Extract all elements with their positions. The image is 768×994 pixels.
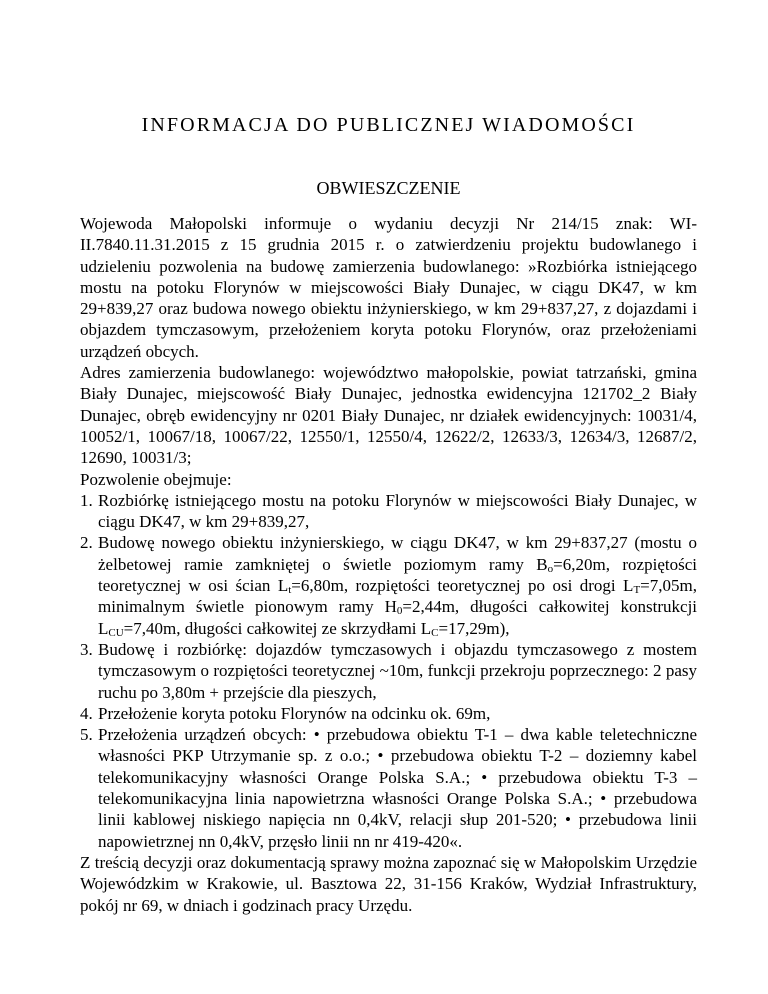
list-item <box>80 639 697 703</box>
closing-paragraph: Z treścią decyzji oraz dokumentacją sprawy można zapoznać się w Małopolskim Urzędzie Wojewódzkim w Krakowie, ul. Basztowa 22, 31-156 Kraków, Wydział Infrastruktury, pokój nr 69, w dniach i godzinach pracy Urzędu. <box>80 852 697 915</box>
list-item-text: Przełożenie koryta potoku Florynów na odcinku ok. 69m, <box>98 703 491 723</box>
list-item-text: Budowę i rozbiórkę: dojazdów tymczasowych i objazdu tymczasowego z mostem tymczasowym o rozpiętości teoretycznej ~10m, funkcji przekroju poprzecznego: 2 pasy ruchu po 3,80m + przejście dla pieszych, <box>98 639 697 702</box>
document-body <box>80 213 697 916</box>
address-paragraph: Adres zamierzenia budowlanego: województwo małopolskie, powiat tatrzański, gmina Biały Dunajec, miejscowość Biały Dunajec, jednostka ewidencyjna 121702_2 Biały Dunajec, obręb ewidencyjny nr 0201 Biały Dunajec, nr działek ewidencyjnych: 10031/4, 10052/1, 10067/18, 10067/22, 12550/1, 12550/4, 12622/2, 12633/3, 12634/3, 12687/2, 12690, 10031/3; <box>80 363 697 468</box>
list-item <box>80 490 697 533</box>
intro-paragraph: Wojewoda Małopolski informuje o wydaniu decyzji Nr 214/15 znak: WI-II.7840.11.31.2015 z 15 grudnia 2015 r. o zatwierdzeniu projektu budowlanego i udzieleniu pozwolenia na budowę zamierzenia budowlanego: »Rozbiórka istniejącego mostu na potoku Florynów w miejscowości Biały Dunajec, w ciągu DK47, w km 29+839,27 oraz budowa nowego obiektu inżynierskiego, w km 29+837,27, z dojazdami i objazdem tymczasowym, przełożeniem koryta potoku Florynów, oraz przełożeniami urządzeń obcych. <box>80 214 697 361</box>
list-item-number: 1. <box>80 490 93 510</box>
list-item <box>80 532 697 638</box>
document-page <box>80 0 697 916</box>
list-item <box>80 703 697 724</box>
page-header: INFORMACJA DO PUBLICZNEJ WIADOMOŚCI <box>141 114 636 136</box>
permit-heading: Pozwolenie obejmuje: <box>80 469 232 489</box>
list-item-number: 2. <box>80 533 93 553</box>
permit-list <box>80 490 697 852</box>
list-item-number: 5. <box>80 725 93 745</box>
list-item-text: Rozbiórkę istniejącego mostu na potoku Florynów w miejscowości Biały Dunajec, w ciągu DK47, w km 29+839,27, <box>98 490 697 532</box>
list-item-number: 4. <box>80 703 93 723</box>
list-item <box>80 724 697 852</box>
list-item-text: Budowę nowego obiektu inżynierskiego, w ciągu DK47, w km 29+837,27 (mostu o żelbetowej ramie zamkniętej o świetle poziomym ramy $B_o=6,20m$, rozpiętości teoretycznej w osi ścian $L_t=6,80m$, rozpiętości teoretycznej po osi drogi $L_T=7,05m$, minimalnym świetle pionowym ramy $H_0=2,44m$, długości całkowitej konstrukcji $L_{CU}=7,40m$, długości całkowitej ze skrzydłami $L_C=17,29m$), <box>98 533 698 639</box>
list-item-number: 3. <box>80 639 93 659</box>
page-title: OBWIESZCZENIE <box>316 178 461 198</box>
list-item-text: Przełożenia urządzeń obcych: • przebudowa obiektu T-1 – dwa kable teletechniczne własności PKP Utrzymanie sp. z o.o.; • przebudowa obiektu T-2 – doziemny kabel telekomunikacyjny własności Orange Polska S.A.; • przebudowa obiektu T-3 – telekomunikacyjna linia napowietrzna własności Orange Polska S.A.; • przebudowa linii kablowej niskiego napięcia nn 0,4kV, relacji słup 201-520; • przebudowa linii napowietrznej nn 0,4kV, przęsło linii nn nr 419-420«. <box>98 725 697 851</box>
